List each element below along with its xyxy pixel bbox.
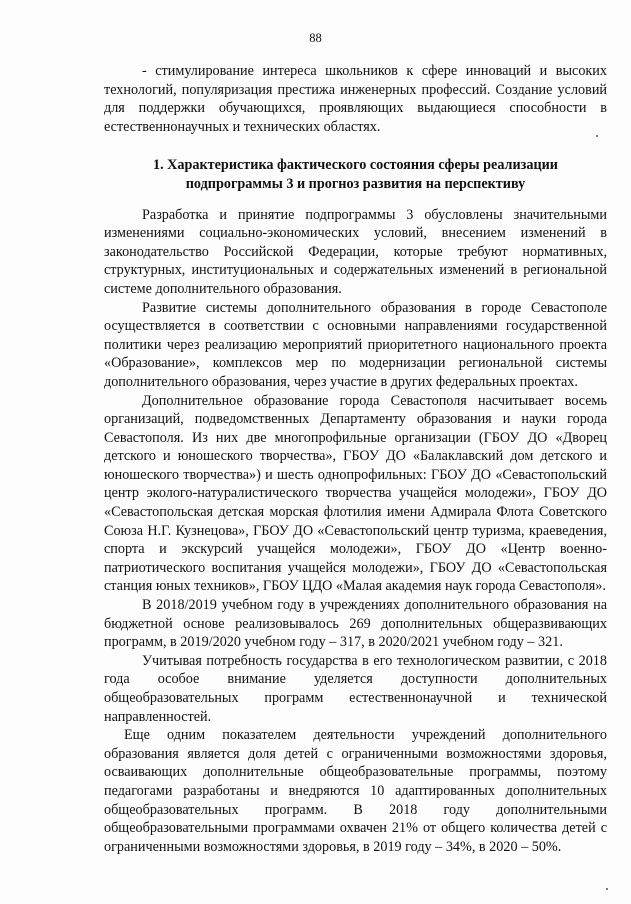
section-heading-line-2: подпрограммы 3 и прогноз развития на перспективу <box>185 175 526 192</box>
paragraph-program-counts: В 2018/2019 учебном году в учреждениях дополнительного образования на бюджетной основе реализовывалось 269 дополнительных общеразвивающих программ, в 2019/2020 учебном году – 317, в 2020/2021 учебном году – 321. <box>104 597 607 651</box>
scan-speck <box>596 135 598 137</box>
paragraph-technological-development: Учитывая потребность государства в его технологическом развитии, с 2018 года особое внимание уделяется доступности дополнительных общеобразовательных программ естественнонаучной и технической направленностей. <box>104 652 607 725</box>
section-heading <box>104 156 607 193</box>
document-body <box>104 62 607 856</box>
paragraph-development-rationale: Разработка и принятие подпрограммы 3 обусловлены значительными изменениями социально-экономических условий, внесением изменений в законодательство Российской Федерации, которые требуют нормативных, структурных, институциональных и содержательных изменений в региональной системе дополнительного образования. <box>104 206 607 297</box>
paragraph-system-development: Развитие системы дополнительного образования в городе Севастополе осуществляется в соответствии с основными направлениями государственной политики через реализацию мероприятий приоритетного национального проекта «Образование», комплексов мер по модернизации региональной системы дополнительного образования, через участие в других федеральных проектах. <box>104 299 607 390</box>
paragraph-disabilities-indicator: Еще одним показателем деятельности учреждений дополнительного образования является доля детей с ограниченными возможностями здоровья, осваивающих дополнительные общеобразовательные программы, поэтому педагогами разработаны и внедряются 10 адаптированных дополнительных общеобразовательных программ. В 2018 году дополнительными общеобразовательными программами охвачен 21% от общего количества детей с ограниченными возможностями здоровья, в 2019 году – 34%, в 2020 – 50%. <box>104 727 607 855</box>
intro-paragraph: - стимулирование интереса школьников к сфере инноваций и высоких технологий, популяризация престижа инженерных профессий. Создание условий для поддержки обучающихся, проявляющих выдающиеся способности в естественнонаучных и технических областях. <box>104 63 607 135</box>
paragraph-organizations: Дополнительное образование города Севастополя насчитывает восемь организаций, подведомственных Департаменту образования и науки города Севастополя. Из них две многопрофильные организации (ГБОУ ДО «Дворец детского и юношеского творчества», ГБОУ ДО «Балаклавский дом детского и юношеского творчества») и шесть однопрофильных: ГБОУ ДО «Севастопольский центр эколого-натуралистического творчества учащейся молодежи», ГБОУ ДО «Севастопольская детская морская флотилия имени Адмирала Флота Советского Союза Н.Г. Кузнецова», ГБОУ ДО «Севастопольский центр туризма, краеведения, спорта и экскурсий учащейся молодежи», ГБОУ ДО «Центр военно-патриотического воспитания учащейся молодежи», ГБОУ ДО «Севастопольская станция юных техников», ГБОУ ЦДО «Малая академия наук города Севастополя». <box>104 392 607 595</box>
page-number: 88 <box>309 31 322 45</box>
section-heading-line-1: 1. Характеристика фактического состояния сферы реализации <box>152 157 558 174</box>
scan-speck <box>606 888 608 890</box>
